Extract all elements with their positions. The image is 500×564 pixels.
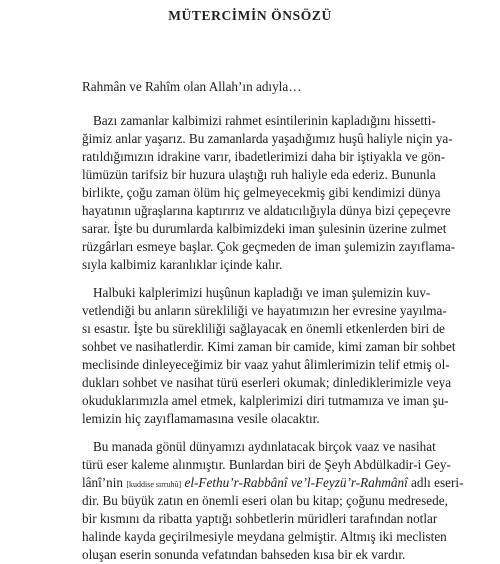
spacer [82, 96, 428, 112]
paragraph-line: birlikte, çoğu zaman ölüm hiç gelmeyecekmiş gibi kendimizi dünya [82, 185, 441, 200]
paragraph-line: okuduklarımızla amel etmek, kalplerimizi diri tutmamıza ve iman şu- [82, 393, 449, 408]
honorific-annotation: [kuddise sırruhû] [126, 480, 182, 489]
paragraph-line: oluşan eserin sonunda vefatından bahseden kısa bir ek vardır. [82, 547, 406, 562]
paragraph-line: ğimiz anlar yaşarız. Bu zamanlarda yaşadığımız huşû haliyle niçin ya- [82, 131, 453, 146]
book-title: el-Fethu’r-Rabbânî ve’l-Feyzü’r-Rahmânî [184, 475, 408, 490]
paragraph-line: bir kısmını da ribatta yaptığı sohbetlerin müridleri tarafından notlar [82, 511, 438, 526]
paragraph-line-mixed [82, 474, 464, 492]
paragraph-line: dukları sohbet ve nasihat türü eserleri okumak; dinlediklerimizle veya [82, 375, 452, 390]
paragraph-line: Bu manada gönül dünyamızı aydınlatacak birçok vaaz ve nasihat [93, 439, 436, 454]
paragraph-line: türü eser kaleme alınmıştır. Bunlardan biri de Şeyh Abdülkadir-i Gey- [82, 457, 451, 472]
paragraph-line: rüzgârları esmeye başlar. Çok geçmeden de iman şulemizin zayıflama- [82, 239, 456, 254]
text-run: lânî’nin [82, 475, 124, 490]
spacer [82, 428, 428, 438]
paragraph-line: ratıldığımızın idrakine varır, ibadetlerimizi daha bir iştiyakla ve gön- [82, 149, 446, 164]
body-text [82, 78, 464, 564]
paragraph-line: Bazı zamanlar kalbimizi rahmet esintilerinin kapladığını hissetti- [93, 113, 436, 128]
paragraph-line: lümüzün tarifsiz bir huzura ulaştığı ruh haliyle eda ederiz. Bununla [82, 167, 436, 182]
paragraph-line: Halbuki kalplerimizi huşûnun kapladığı ve iman şulemizin kuv- [93, 285, 431, 300]
paragraph-line: sı esastır. İşte bu sürekliliği sağlayacak en önemli etkenlerden biri de [82, 321, 445, 336]
paragraph-line: sohbet ve nasihatlerdir. Kimi zaman bir camide, kimi zaman bir sohbet [82, 339, 456, 354]
paragraph-line: lemizin hiç zayıflamamasına vesile olacaktır. [82, 411, 320, 426]
paragraph-line: hayatının uğraşlarına kaptırırız ve aldatıcılığıyla dünya bizi çepeçevre [82, 203, 451, 218]
paragraph-line: halinde kayda geçirilmesiyle meydana gelmiştir. Altmış iki meclisten [82, 529, 447, 544]
page-title: MÜTERCİMİN ÖNSÖZÜ [168, 8, 332, 23]
paragraph-line: meclisinde dinleyeceğimiz bir vaaz yahut âlimlerimizin telif etmiş ol- [82, 357, 450, 372]
paragraph-line: dir. Bu büyük zatın en önemli eseri olan bu kitap; çoğunu medresede, [82, 493, 448, 508]
paragraph-line: sıyla kalbimiz karanlıklar içinde kalır. [82, 257, 283, 272]
text-run: adlı eseri- [411, 475, 464, 490]
paragraph-line: vetlendiği bu anların sürekliliği ve hayatımızın her evresine yayılma- [82, 303, 447, 318]
spacer [82, 274, 428, 284]
opening-line: Rahmân ve Rahîm olan Allah’ın adıyla… [82, 79, 302, 94]
paragraph-line: sarar. İşte bu durumlarda kalbimizdeki iman şulesinin üzerine zulmet [82, 221, 447, 236]
